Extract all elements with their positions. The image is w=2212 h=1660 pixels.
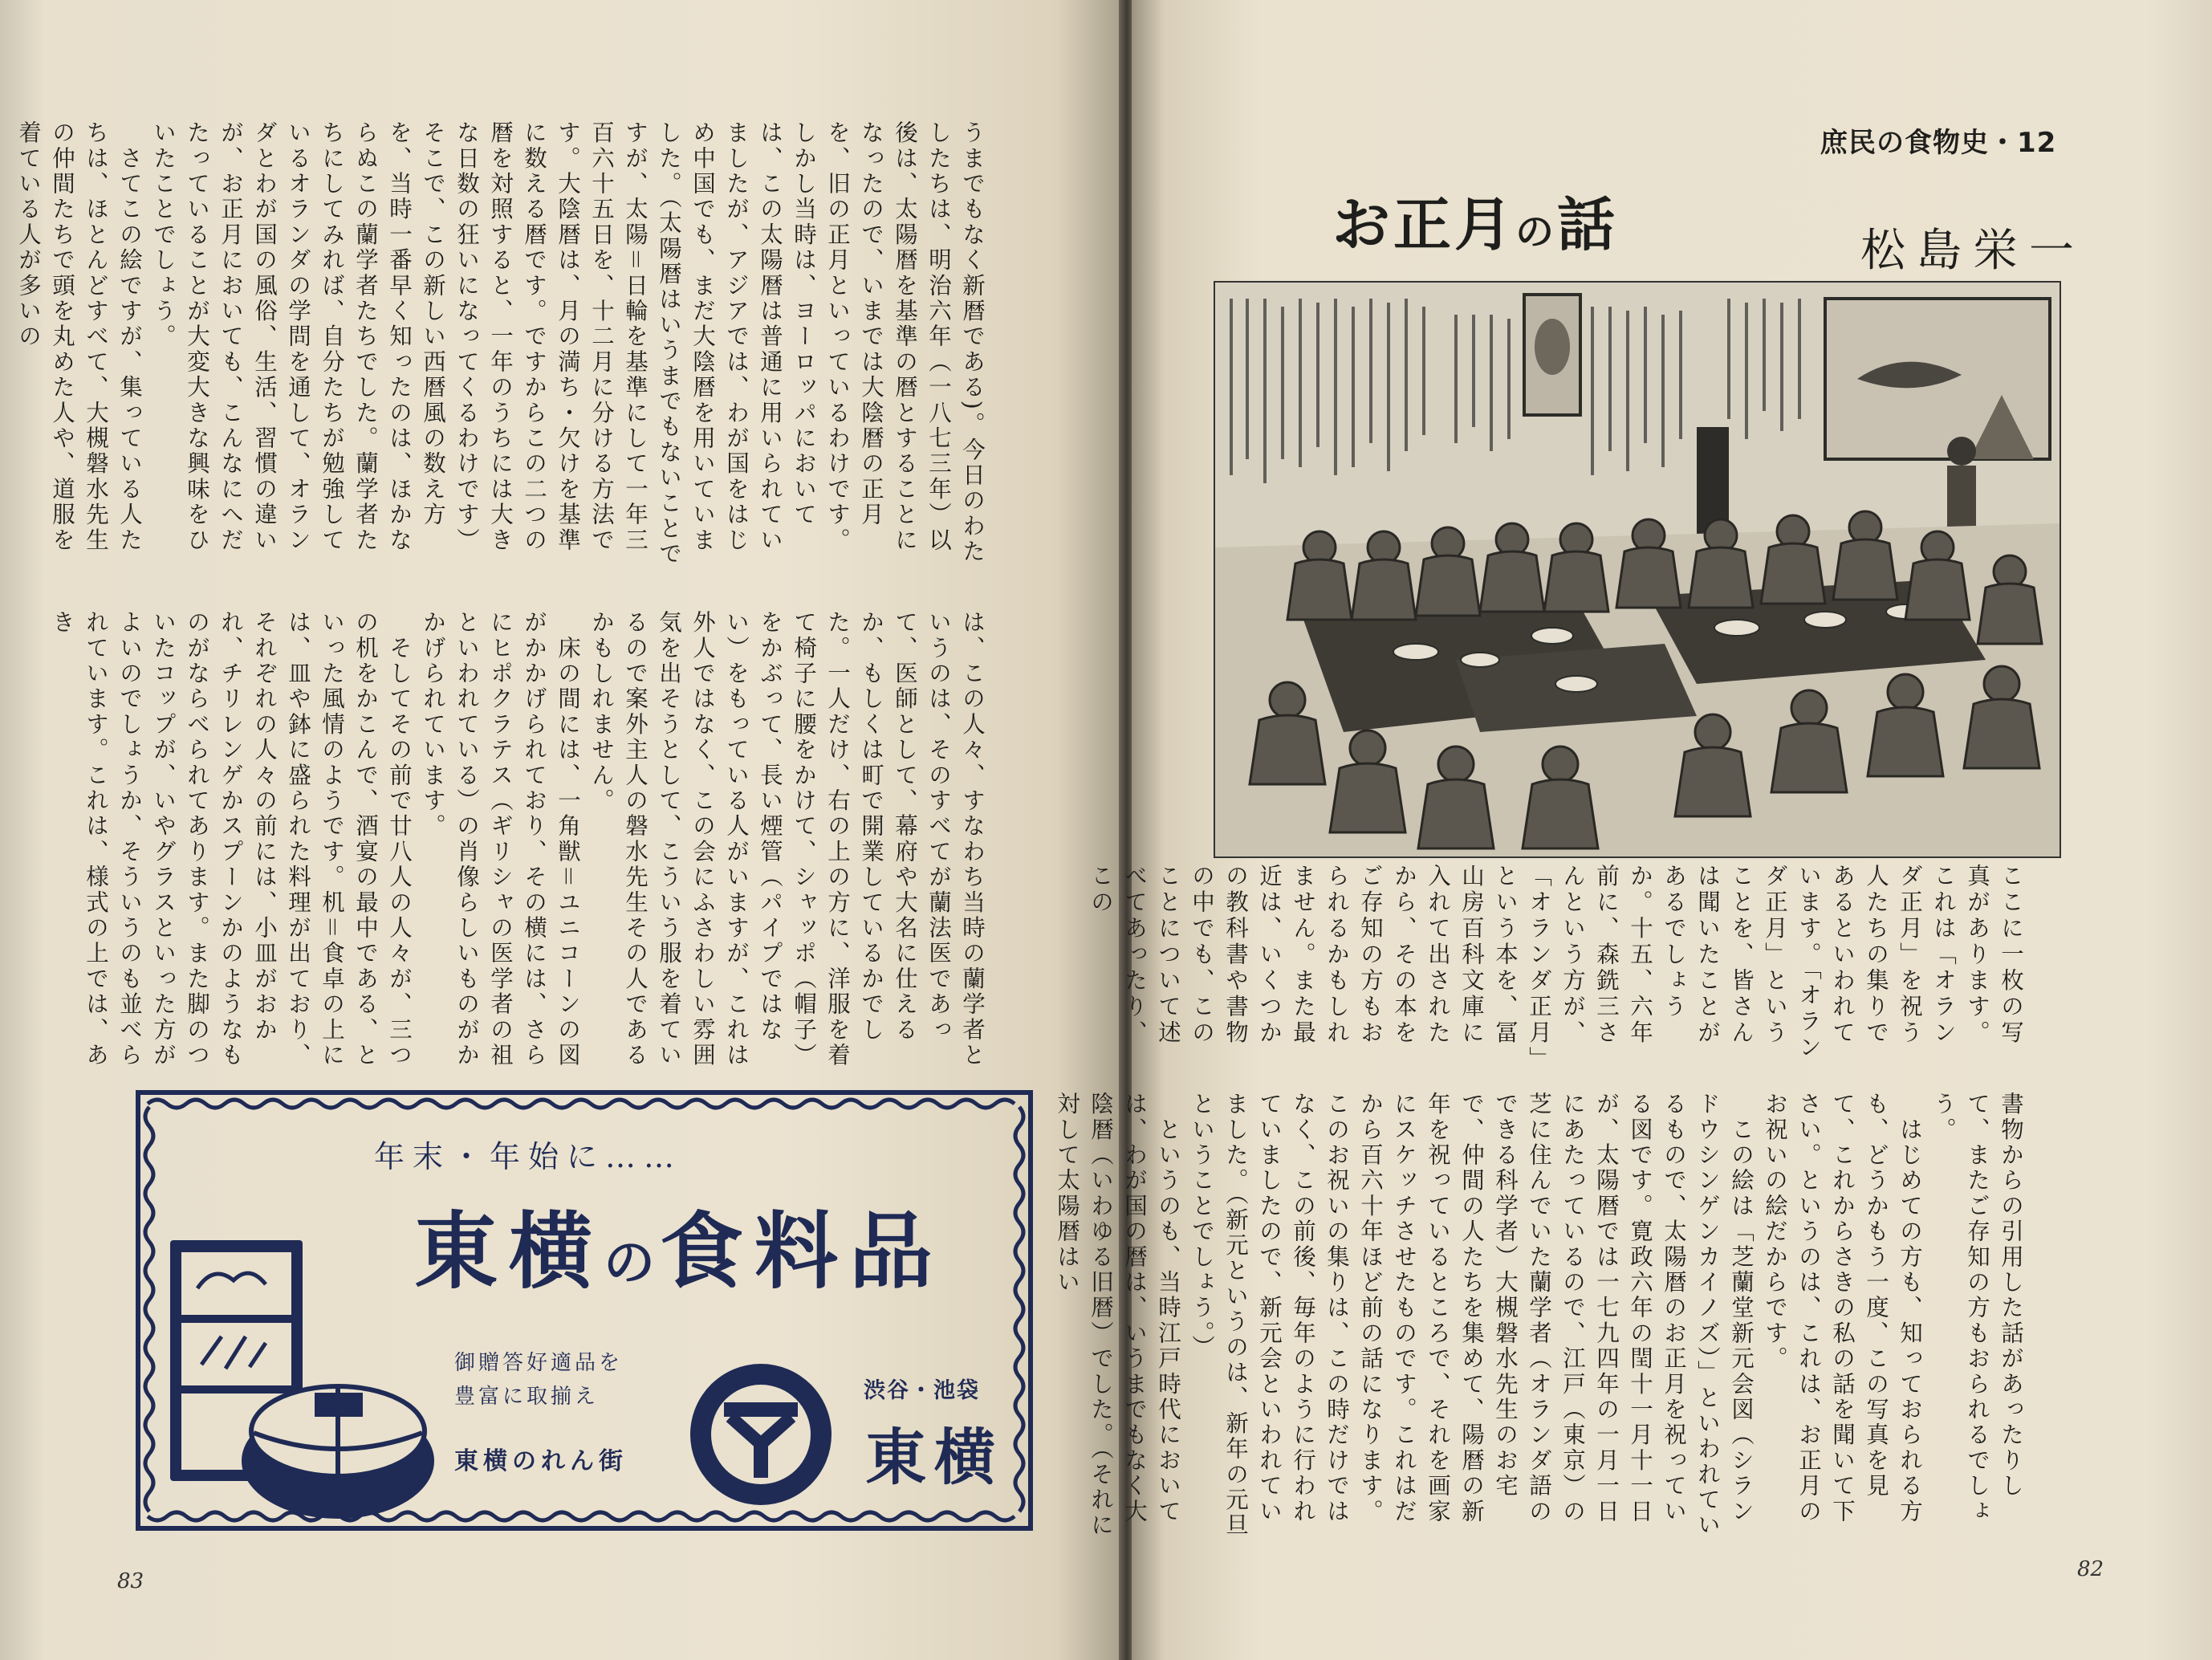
title-main: お正月 bbox=[1332, 190, 1516, 258]
ad-brand-name: 東横 bbox=[865, 1422, 1003, 1493]
ad-street-name: 東横のれん街 bbox=[454, 1447, 628, 1475]
ad-store-locations: 渋谷・池袋 bbox=[864, 1378, 980, 1403]
page-number-left: 83 bbox=[117, 1569, 144, 1593]
article-text-right-lower bbox=[1054, 1092, 2095, 1549]
ad-headline-goods: 食料品 bbox=[660, 1202, 945, 1300]
text-block-right-lower: 書物からの引用した話があったりして、またご存知の方もおられるでしょう。 はじめての方も、知っておられる方も、どうかもう一度、この写真を見て、これからさきの私の話を聞いて下さい。というのは、これは、お正月のお祝いの絵だからです。 この絵は「芝蘭堂新元会図（シランドウシンゲンカイノズ）」といわれているもので、太陽暦のお正月を祝っている図です。寛政六年の閏十一月十一日が、太陽暦では一七九四年の一月一日にあたっているので、江戸（東京）の芝に住んでいた蘭学者（オランダ語のできる科学者）大槻磐水先生のお宅で、仲間の人たちを集めて、陽暦の新年を祝っているところで、それを画家にスケッチさせたものです。これはだから百六十年ほど前の話になります。このお祝いの集りは、この時だけではなく、この前後、毎年のように行われていましたので、新元会といわれていました。（新元というのは、新年の元旦ということでしょう。） というのも、当時江戸時代においては、わが国の暦は、いうまでもなく大陰暦（いわゆる旧暦）でした。（それに対して太陽暦はい bbox=[1054, 1092, 2024, 1539]
ad-subtext-1: 御贈答好適品を bbox=[454, 1351, 624, 1375]
title-end: 話 bbox=[1557, 190, 1619, 258]
ad-subtext-2: 豊富に取揃え bbox=[454, 1385, 600, 1409]
shirando-newyear-painting bbox=[1214, 281, 2061, 858]
series-heading: 庶民の食物史・12 bbox=[1820, 127, 2057, 159]
page-number-right: 82 bbox=[2077, 1557, 2104, 1581]
ad-headline-store: 東横 bbox=[414, 1202, 604, 1300]
author-name: 松島栄一 bbox=[1860, 225, 2085, 277]
ad-tagline: 年末・年始に…… bbox=[374, 1139, 683, 1174]
article-title bbox=[1332, 178, 1618, 262]
text-block-left-lower: は、この人々、すなわち当時の蘭学者というのは、そのすべてが蘭法医であって、医師として、幕府や大名に仕えるか、もしくは町で開業しているかでした。一人だけ、右の上の方に、洋服を着て椅子に腰をかけて、シャッポ（帽子）をかぶって、長い煙管（パイプではない）をもっている人がいますが、これは外人ではなく、この会にふさわしい雰囲気を出そうとして、こういう服を着ているので案外主人の磐水先生その人であるかもしれません。 床の間には、一角獣＝ユニコーンの図がかかげられており、その横には、さらにヒポクラテス（ギリシャの医学者の祖といわれている）の肖像らしいものがかかげられています。 そしてその前で廿八人の人々が、三つの机をかこんで、酒宴の最中である、といった風情のようです。机＝食卓の上には、皿や鉢に盛られた料理が出ており、それぞれの人々の前には、小皿がおかれ、チリレンゲかスプーンかのようなものがならべられてあります。また脚のついたコップが、いやグラスといった方がよいのでしょうか、そういうのも並べられています。これは、様式の上では、あき bbox=[49, 610, 986, 1068]
text-block-left-upper: うまでもなく新暦である)。今日のわたしたちは、明治六年（一八七三年）以後は、太陽暦を基準の暦とすることになったので、いまでは大陰暦の正月を、旧の正月といっているわけです。しかし当時は、ヨーロッパにおいては、この太陽暦は普通に用いられていましたが、アジアでは、わが国をはじめ中国でも、まだ大陰暦を用いていました。（太陽暦はいうまでもないことですが、太陽＝日輪を基準にして一年三百六十五日を、十二月に分ける方法です。大陰暦は、月の満ち・欠けを基準に数える暦です。ですからこの二つの暦を対照すると、一年のうちには大きな日数の狂いになってくるわけです）そこで、この新しい西暦風の数え方を、当時一番早く知ったのは、ほかならぬこの蘭学者たちでした。蘭学者たちにしてみれば、自分たちが勉強しているオランダの学問を通して、オランダとわが国の風俗、生活、習慣の違いが、お正月においても、こんなにへだたっていることが大変大きな興味をひいたことでしょう。 さてこの絵ですが、集っている人たちは、ほとんどすべて、大槻磐水先生の仲間たちで頭を丸めた人や、道服を着ている人が多いの bbox=[15, 120, 986, 568]
ad-headline-particle: の bbox=[604, 1234, 661, 1293]
title-particle: の bbox=[1515, 210, 1558, 254]
text-block-right-middle: ここに一枚の写真があります。これは「オランダ正月」を祝う人たちの集りであるといわれています。「オランダ正月」ということを、皆さんは聞いたことがあるでしょうか。十五、六年前に、森銑三さんという方が、「オランダ正月」という本を、冨山房百科文庫に入れて出されたから、その本をご存知の方もおられるかもしれません。また最近は、いくつかの教科書や書物の中でも、このことについて述べてあったり、この bbox=[1088, 864, 2024, 1061]
article-text-right-middle bbox=[1088, 864, 2095, 1064]
